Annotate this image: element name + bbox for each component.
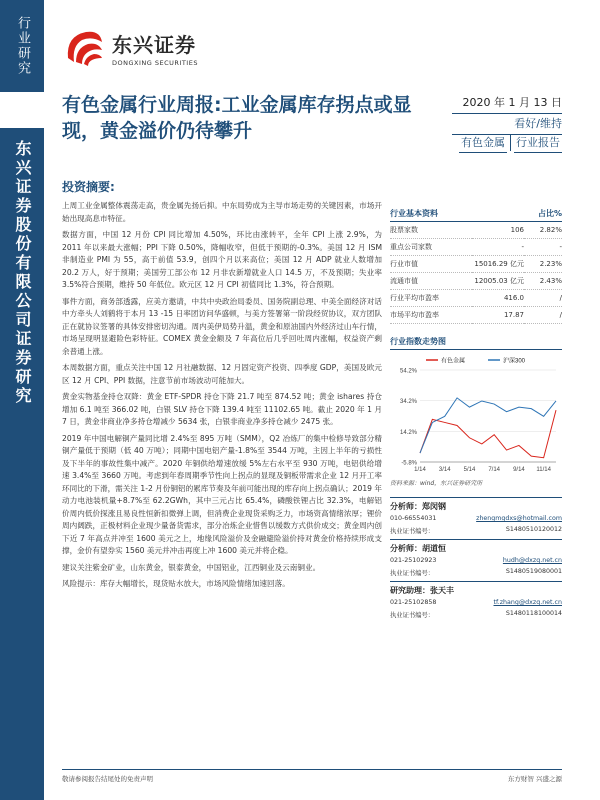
tag-separator: [510, 134, 511, 151]
analyst-name: 分析师：胡道恒: [390, 544, 446, 553]
analyst-phone: 010-66554031: [390, 515, 437, 522]
industry-table-title: 行业基本资料: [390, 209, 438, 218]
logo-en-text: DONGXING SECURITIES: [112, 59, 198, 67]
industry-table-header: [390, 208, 562, 222]
logo-cn-text: 东兴证券: [112, 33, 196, 57]
industry-table-cell: 12005.03 亿元: [472, 273, 524, 290]
analyst-cert-row: [390, 526, 562, 537]
analyst-cert-label: 执业证书编号：: [390, 528, 435, 535]
chart-x-tick-label: 7/14: [488, 467, 501, 473]
chart-x-tick-label: 9/14: [513, 467, 525, 473]
analyst-cert-label: 执业证书编号：: [390, 612, 435, 619]
industry-table-row: [390, 256, 562, 273]
analyst-contact-row: [390, 557, 562, 568]
analyst-contact-row: [390, 515, 562, 526]
industry-table-row: [390, 222, 562, 239]
paragraph: 本周数据方面，重点关注中国 12 月社融数据、12 月固定资产投资、四季度 GDP，美国及欧元区 12 月 CPI、PPI 数据，注意节前市场波动可能加大。: [62, 363, 382, 385]
footer-slogan: 东方财智 兴盛之源: [507, 775, 562, 783]
industry-table-cell: 17.87: [472, 307, 524, 324]
analyst-contact-row: [390, 599, 562, 610]
industry-table-cell: 106: [472, 222, 524, 239]
industry-table-cell: 行业平均市盈率: [390, 290, 472, 307]
industry-table-cell: 2.23%: [524, 256, 562, 273]
summary-heading: 投资摘要:: [62, 180, 115, 194]
analyst-cert-row: [390, 568, 562, 579]
chart-source: 资料来源：wind，东兴证券研究所: [390, 480, 483, 487]
tag-report-type: 行业报告: [514, 132, 562, 153]
chart-y-tick-label: 14.2%: [399, 429, 417, 436]
paragraph: 风险提示：库存大幅增长，现货贴水放大，市场风险情绪加速回落。: [62, 579, 290, 588]
industry-table-cell: 流通市值: [390, 273, 472, 290]
industry-table-row: [390, 273, 562, 290]
industry-table-row: [390, 290, 562, 307]
paragraph: 数据方面，中国 12 月份 CPI 同比增加 4.50%，环比由涨转平，全年 CPI 上涨 2.9%，为 2011 年以来最大涨幅；PPI 下降 0.50%，降幅收窄，但低于预期的-0.3%。美国 12 月 ISM 非制造业 PMI 为 55，高于前值 53.9，创四个月以来高位；美国 12 月 ADP 就业人数增加 20.2 万人，好于预期；美国劳工部公布 12 月非农新增就业人口 14.5 万，不及预期；失业率 3.5%符合预期，维持 50 年低位。欧元区 12 月 CPI 初值同比 1.3%，符合预期。: [62, 230, 382, 289]
analyst-block: [390, 539, 562, 579]
summary-body: [62, 200, 382, 595]
industry-info-panel: [390, 208, 562, 324]
industry-table-cell: 2.43%: [524, 273, 562, 290]
chart-legend-label: 沪深300: [503, 358, 526, 365]
report-tags: [452, 132, 562, 153]
chart-y-tick-label: -5.8%: [401, 460, 417, 467]
rating-badge: 看好/维持: [452, 112, 562, 135]
paragraph: 黄金实物基金持仓双降：黄金 ETF-SPDR 持仓下降 21.7 吨至 874.52 吨；黄金 ishares 持仓增加 6.1 吨至 366.02 吨，白银 SLV 持仓下降 139.4 吨至 11102.65 吨。截止 2020 年 1 月 7 日，黄金非商业净多持仓增减少 5634 张，白银非商业净多持仓减少 2475 张。: [62, 392, 382, 426]
analyst-phone: 021-25102923: [390, 557, 437, 564]
analyst-cert-label: 执业证书编号：: [390, 570, 435, 577]
chart-legend-label: 有色金属: [441, 358, 466, 365]
analyst-block: [390, 581, 562, 621]
analyst-name: 分析师：郑闵钢: [390, 502, 446, 511]
analyst-phone: 021-25102858: [390, 599, 437, 606]
chart-series-line: [420, 410, 556, 458]
industry-table-cell: -: [472, 239, 524, 256]
analyst-cert-number: S1480510120012: [505, 526, 562, 533]
analyst-name: 研究助理：张天丰: [390, 586, 454, 595]
industry-table-cell: 15016.29 亿元: [472, 256, 524, 273]
footer-disclaimer: 敬请参阅报告结尾处的免责声明: [62, 775, 153, 783]
chart-x-tick-label: 3/14: [438, 467, 451, 473]
chart-x-tick-label: 1/14: [414, 467, 426, 473]
industry-table-cell: 市场平均市盈率: [390, 307, 472, 324]
footer-divider: [62, 769, 562, 770]
industry-table-cell: 重点公司家数: [390, 239, 472, 256]
analyst-email-link[interactable]: tf.zhang@dxzq.net.cn: [493, 599, 562, 606]
analyst-cert-row: [390, 610, 562, 621]
industry-table-cell: -: [524, 239, 562, 256]
paragraph: 2019 年中国电解铜产量同比增 2.4%至 895 万吨（SMM），Q2 冶炼厂的集中检修导致部分精铜产量低于预期（低 40 万吨）；同期中国电铝产量-1.8%至 3544 万吨，主因上半年的亏损性及下半年的事故性集中减产。2020 年铜供给增速放缓 5%左右水平至 930 万吨，电铝供给增速 3.4%至 3660 万吨。考虑到年春周期季节性向上拐点的显现及铜板带需求企业 12 月开工率环同比的下滑，需关注 1-2 月份铜铝的累库节奏及年前可能出现的库存向上拐点确认；2019 年动力电池装机量+8.7%至 62.2GWh，其中三元占比 65.4%，磷酸铁锂占比 32.3%，电解铝价周内低价探涨且易良性恒新扣微弹上调，但消费企业现货采购乏力，市场资高情绪浓厚；锂价周内阔跌，正极材料企业现少量备货需求，部分冶炼企业惜售以缓数方式供价成交；黄金周内创下近 7 年高点并冲至 1600 美元之上，地缘风险溢价及金融避险溢价持对黄金价格持续形成支撑，金价有望券实 1560 美元并冲击再度上冲 1600 美元并将企稳。: [62, 433, 382, 555]
chart-x-tick-label: 11/14: [536, 467, 551, 473]
analyst-email-link[interactable]: hudh@dxzq.net.cn: [502, 557, 562, 564]
paragraph: 建议关注紫金矿业，山东黄金，银泰黄金，中国铝业，江西铜业及云南铜业。: [62, 562, 321, 572]
paragraph: 上周工业金属整体震荡走高，贵金属先扬后抑。中东局势成为主导市场走势的关键因素，市场开始出现高息市特征。: [62, 201, 382, 223]
logo-mark-icon: [62, 28, 106, 68]
industry-table-cell: /: [524, 290, 562, 307]
chart-y-tick-label: 54.2%: [399, 368, 417, 375]
industry-table-cell: 股票家数: [390, 222, 472, 239]
chart-x-tick-label: 5/14: [463, 467, 476, 473]
industry-table-cell: 416.0: [472, 290, 524, 307]
chart-series-line: [420, 398, 556, 453]
industry-table-col-label: 占比%: [537, 209, 562, 218]
analyst-cert-number: S1480519080001: [505, 568, 562, 575]
industry-table: [390, 222, 562, 324]
side-main-label: 东兴证券股份有限公司证券研究: [13, 140, 32, 406]
chart-y-tick-label: 34.2%: [399, 399, 417, 406]
industry-table-row: [390, 239, 562, 256]
tag-industry: 有色金属: [459, 132, 507, 153]
side-divider: [0, 92, 44, 128]
chart-heading: 行业指数走势图: [390, 336, 562, 350]
index-trend-chart: [390, 356, 562, 478]
analyst-block: [390, 497, 562, 537]
analyst-email-link[interactable]: zhengmgdxs@hotmail.com: [476, 515, 562, 522]
paragraph: 事件方面，商务部透露，应美方邀请，中共中央政治局委员、国务院副总理、中美全面经济对话中方牵头人刘鹤将于本月 13 -15 日率团访问华盛顿，与美方签署第一阶段经贸协议，双方团队正在就协议签署的具体安排密切沟通。周内美伊局势升温，黄金和原油国内外经济过山车行情，市场呈现明显避险色彩特征。COMEX 黄金金额及 7 年高位后几乎回吐周内涨幅，权益资产剩余普通上涨。: [62, 296, 382, 356]
industry-table-cell: 行业市值: [390, 256, 472, 273]
report-title: 有色金属行业周报:工业金属库存拐点或显现，黄金溢价仍待攀升: [62, 94, 412, 142]
report-date: 2020 年 1 月 13 日: [452, 94, 562, 114]
industry-table-cell: /: [524, 307, 562, 324]
analyst-cert-number: S1480118100014: [505, 610, 562, 617]
company-logo: [62, 28, 198, 68]
analyst-panel: [390, 497, 562, 623]
industry-table-row: [390, 307, 562, 324]
side-top-label: 行业研究: [15, 16, 30, 76]
industry-table-cell: 2.82%: [524, 222, 562, 239]
